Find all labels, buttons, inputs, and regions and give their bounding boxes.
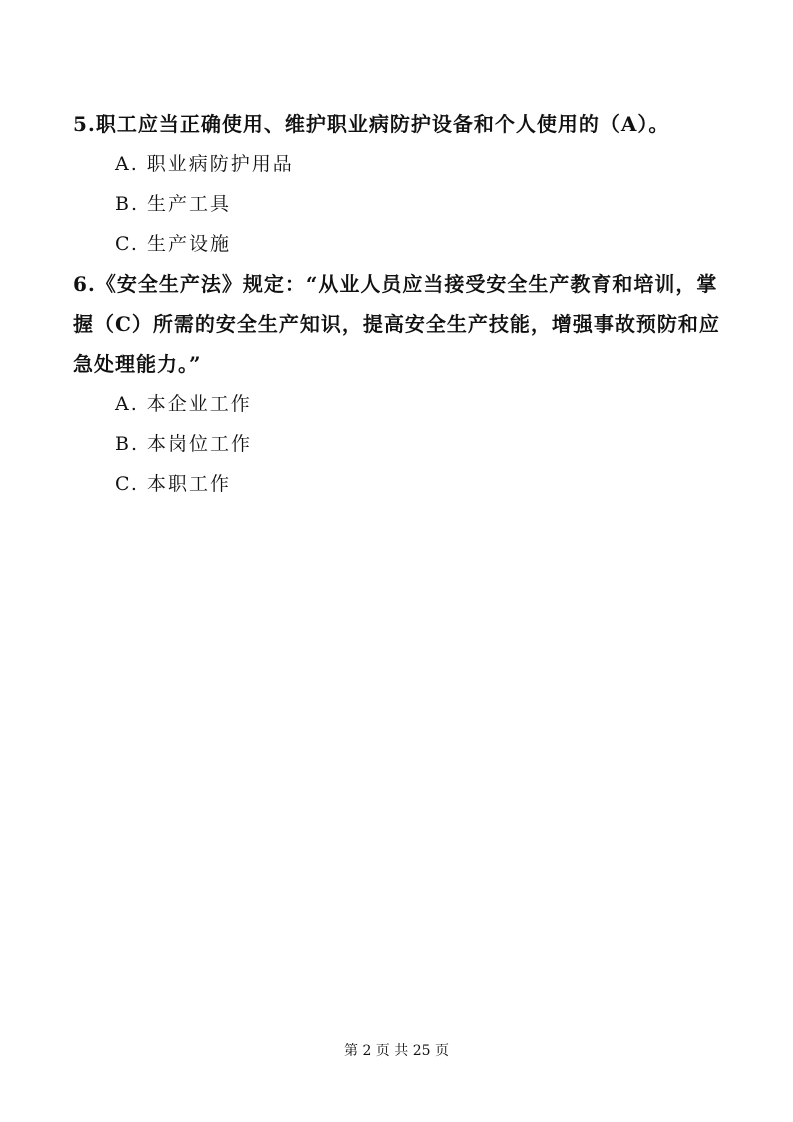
question-6 <box>73 264 733 504</box>
option-b: B. 本岗位工作 <box>115 433 253 455</box>
option-a: A. 本企业工作 <box>115 393 252 415</box>
question-5 <box>73 104 733 264</box>
question-list <box>73 104 733 504</box>
option-c: C. 生产设施 <box>115 233 231 255</box>
option-b: B. 生产工具 <box>115 193 232 215</box>
question-text: 5.职工应当正确使用、维护职业病防护设备和个人使用的（A）。 <box>73 112 670 136</box>
option-a: A. 职业病防护用品 <box>115 153 294 175</box>
option-c: C. 本职工作 <box>115 473 231 495</box>
page-footer: 第 2 页 共 25 页 <box>344 1043 449 1059</box>
question-text: 6.《安全生产法》规定：“从业人员应当接受安全生产教育和培训，掌握（C）所需的安全生产知识，提高安全生产技能，增强事故预防和应急处理能力。” <box>73 272 720 376</box>
